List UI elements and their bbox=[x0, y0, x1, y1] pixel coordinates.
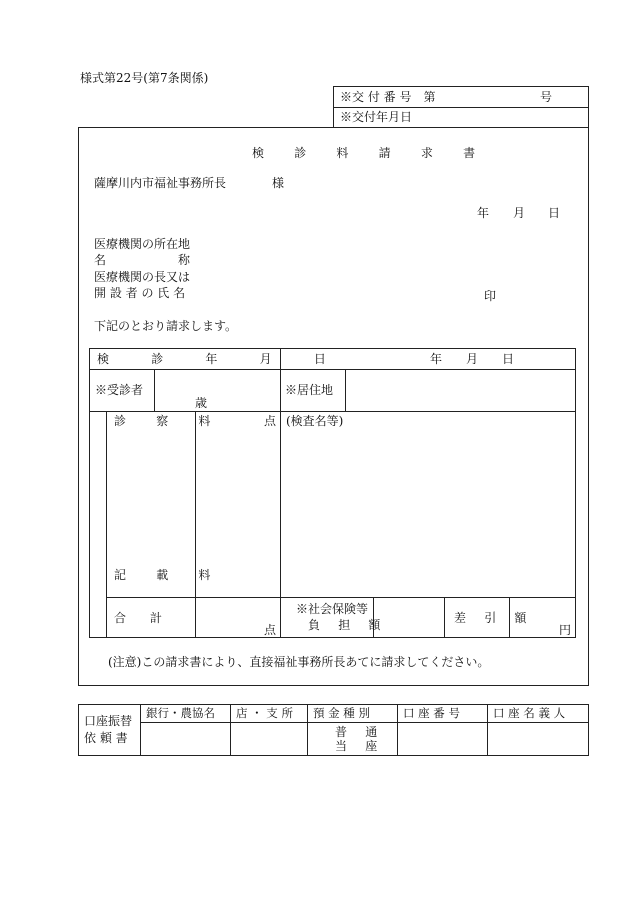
name-label: 名 称 bbox=[94, 253, 191, 267]
col-line bbox=[444, 597, 445, 638]
form-title: 検 診 料 請 求 書 bbox=[252, 146, 489, 160]
type-current: 当 座 bbox=[335, 739, 385, 753]
date-month: 月 bbox=[513, 206, 526, 220]
entry-fee-label: 記 載 料 bbox=[114, 568, 224, 582]
exam-date-label: 検 診 年 月 日 bbox=[97, 352, 346, 366]
col-line bbox=[345, 369, 346, 411]
bank-header-holder: 口 座 名 義 人 bbox=[493, 706, 566, 720]
bank-side-label-1: 口座振替 bbox=[84, 714, 133, 728]
col-line bbox=[280, 597, 281, 638]
exam-year: 年 bbox=[430, 352, 443, 366]
head-label-1: 医療機関の長又は bbox=[94, 270, 191, 284]
insurance-label-1: ※社会保険等 bbox=[296, 602, 369, 616]
issue-divider bbox=[333, 107, 589, 108]
total-points-unit: 点 bbox=[264, 623, 277, 637]
bank-header-bank: 銀行・農協名 bbox=[146, 706, 215, 720]
col-line bbox=[280, 348, 281, 597]
exam-month: 月 bbox=[466, 352, 479, 366]
bank-header-number: 口 座 番 号 bbox=[403, 706, 460, 720]
honorific: 様 bbox=[272, 176, 285, 190]
fee-label: 診 察 料 bbox=[114, 414, 224, 428]
issue-date-label: ※交付年月日 bbox=[340, 110, 413, 124]
head-label-2: 開 設 者 の 氏 名 bbox=[94, 286, 186, 300]
row-line bbox=[140, 722, 589, 723]
row-line bbox=[89, 369, 576, 370]
date-day: 日 bbox=[548, 206, 561, 220]
col-line bbox=[230, 704, 231, 756]
date-year: 年 bbox=[477, 206, 490, 220]
tests-label: (検査名等) bbox=[286, 414, 344, 428]
yen-unit: 円 bbox=[559, 623, 572, 637]
col-line bbox=[140, 704, 141, 756]
deduct-label: 差 引 額 bbox=[454, 611, 534, 625]
form-number: 様式第22号(第7条関係) bbox=[80, 71, 209, 85]
bank-header-type: 預 金 種 別 bbox=[313, 706, 370, 720]
col-line bbox=[397, 704, 398, 756]
addressee: 薩摩川内市福祉事務所長 bbox=[94, 176, 227, 190]
col-line bbox=[106, 411, 107, 638]
issue-number-label: ※交 付 番 号 第 bbox=[340, 90, 436, 104]
col-line bbox=[154, 369, 155, 411]
intro-text: 下記のとおり請求します。 bbox=[94, 319, 238, 333]
patient-label: ※受診者 bbox=[95, 383, 144, 397]
col-line bbox=[307, 704, 308, 756]
age-unit: 歳 bbox=[195, 396, 208, 410]
exam-day: 日 bbox=[502, 352, 515, 366]
address-label: ※居住地 bbox=[285, 383, 334, 397]
bank-header-branch: 店 ・ 支 所 bbox=[236, 706, 293, 720]
seal-mark: 印 bbox=[484, 289, 497, 303]
location-label: 医療機関の所在地 bbox=[94, 237, 191, 251]
col-line bbox=[195, 411, 196, 638]
row-line bbox=[106, 597, 576, 598]
fee-points-unit: 点 bbox=[264, 414, 277, 428]
insurance-label-2: 負 担 額 bbox=[308, 618, 388, 632]
type-ordinary: 普 通 bbox=[335, 725, 385, 739]
issue-number-suffix: 号 bbox=[540, 90, 553, 104]
bank-side-label-2: 依 頼 書 bbox=[84, 731, 128, 745]
row-line bbox=[89, 411, 576, 412]
col-line bbox=[487, 704, 488, 756]
total-label: 合 計 bbox=[114, 611, 163, 625]
note-text: (注意)この請求書により、直接福祉事務所長あてに請求してください。 bbox=[108, 655, 490, 669]
